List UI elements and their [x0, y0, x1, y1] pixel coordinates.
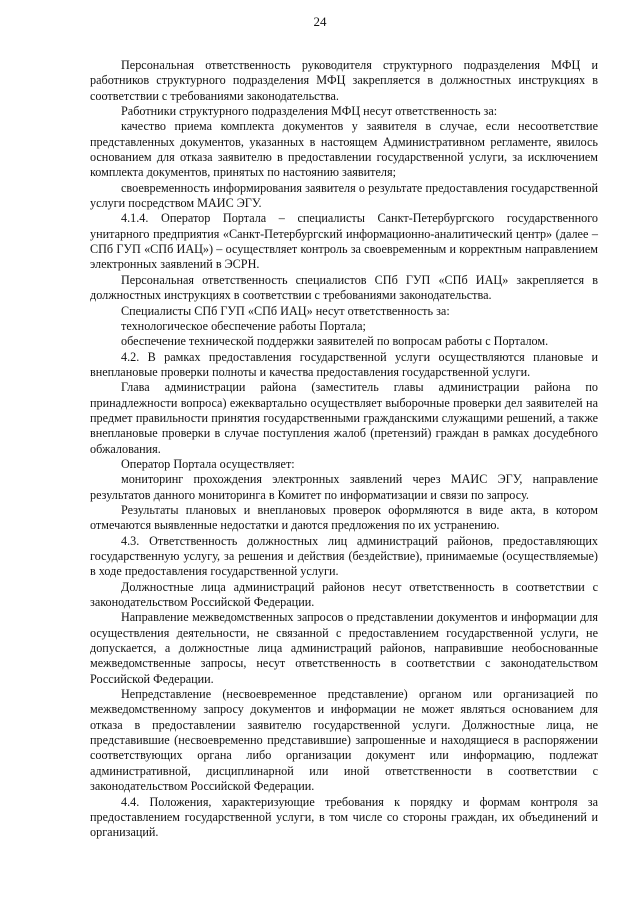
- paragraph: обеспечение технической поддержки заявителей по вопросам работы с Порталом.: [121, 334, 549, 349]
- paragraph: 4.1.4. Оператор Портала – специалисты Санкт-Петербургского государственного унитарного предприятия «Санкт-Петербургский информационно-аналитический центр» (далее – СПб ГУП «СПб ИАЦ») – осуществляет контроль за своевременным и корректным направлением электронных заявлений в ЭСРН.: [90, 211, 598, 272]
- paragraph: Персональная ответственность руководителя структурного подразделения МФЦ и работников структурного подразделения МФЦ закрепляется в должностных инструкциях в соответствии с требованиями законодательства.: [90, 58, 598, 103]
- paragraph: 4.4. Положения, характеризующие требования к порядку и формам контроля за предоставлением государственной услуги, в том числе со стороны граждан, их объединений и организаций.: [90, 794, 598, 840]
- paragraph: Глава администрации района (заместитель главы администрации района по принадлежности вопроса) ежеквартально осуществляет выборочные проверки дел заявителей на предмет правильности принятия государственными гражданскими служащими решений, а также внеплановые проверки в случае поступления жалоб (претензий) граждан в рамках досудебного обжалования.: [90, 380, 598, 456]
- paragraph: своевременность информирования заявителя о результате предоставления государственной услуги посредством МАИС ЭГУ.: [90, 180, 598, 211]
- paragraph: Персональная ответственность специалистов СПб ГУП «СПб ИАЦ» закрепляется в должностных инструкциях в соответствии с требованиями законодательства.: [90, 272, 598, 303]
- paragraph: Работники структурного подразделения МФЦ несут ответственность за:: [121, 104, 498, 119]
- document-body: [90, 58, 598, 841]
- paragraph: технологическое обеспечение работы Портала;: [121, 318, 366, 333]
- paragraph: Специалисты СПб ГУП «СПб ИАЦ» несут ответственность за:: [121, 303, 450, 318]
- paragraph: Оператор Портала осуществляет:: [121, 456, 295, 471]
- paragraph: 4.2. В рамках предоставления государственной услуги осуществляются плановые и внеплановые проверки полноты и качества предоставления государственной услуги.: [90, 349, 598, 379]
- paragraph: Непредставление (несвоевременное представление) органом или организацией по межведомственному запросу документов и информации не может являться основанием для отказа в предоставлении заявителю государственной услуги. Должностные лица, не представившие (несвоевременно представившие) запрошенные и находящиеся в распоряжении соответствующих органа либо организации документ или информацию, подлежат административной, дисциплинарной или иной ответственности в соответствии с законодательством Российской Федерации.: [90, 687, 598, 794]
- paragraph: Результаты плановых и внеплановых проверок оформляются в виде акта, в котором отмечаются выявленные недостатки и даются предложения по их устранению.: [90, 502, 598, 533]
- paragraph: Направление межведомственных запросов о представлении документов и информации для осуществления деятельности, не связанной с предоставлением государственной услуги, не допускается, а должностные лица администраций районов, направившие необоснованные межведомственные запросы, несут ответственность в соответствии с законодательством Российской Федерации.: [90, 610, 598, 686]
- page-number: 24: [313, 14, 327, 29]
- paragraph: качество приема комплекта документов у заявителя в случае, если несоответствие представленных документов, указанных в настоящем Административном регламенте, явилось основанием для отказа заявителю в предоставлении государственной услуги, за исключением комплекта документов, принятых по настоянию заявителя;: [90, 119, 598, 180]
- paragraph: 4.3. Ответственность должностных лиц администраций районов, предоставляющих государственную услугу, за решения и действия (бездействие), принимаемые (осуществляемые) в ходе предоставления государственной услуги.: [90, 533, 598, 579]
- paragraph: мониторинг прохождения электронных заявлений через МАИС ЭГУ, направление результатов данного мониторинга в Комитет по информатизации и связи по запросу.: [90, 472, 598, 502]
- paragraph: Должностные лица администраций районов несут ответственность в соответствии с законодательством Российской Федерации.: [90, 579, 598, 610]
